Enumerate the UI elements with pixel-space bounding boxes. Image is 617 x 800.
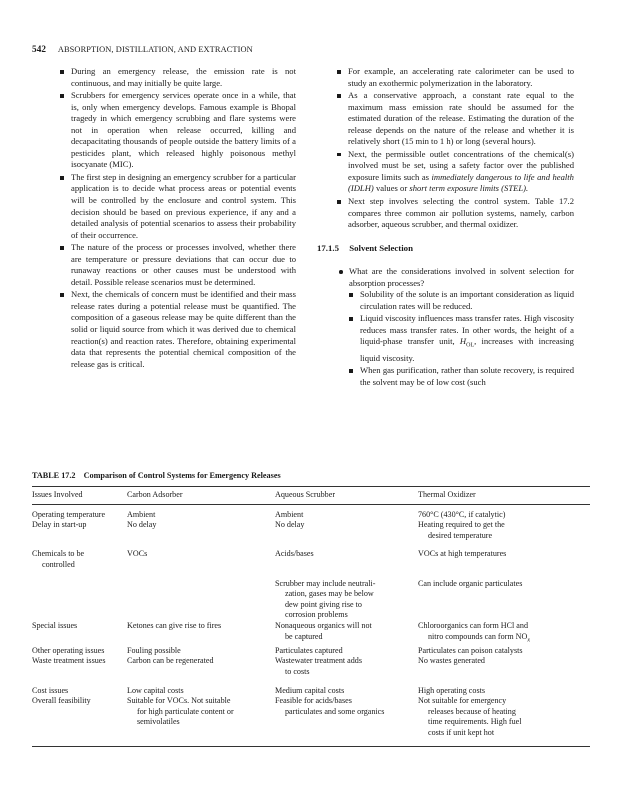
comparison-table xyxy=(32,486,590,738)
table-cell: Suitable for VOCs. Not suitable for high particulate content or semivolatiles xyxy=(127,696,234,727)
bullet-process-nature: The nature of the process or processes involved, whether there are temperature or pressure deviations that can occur due to runaway reactions or other causes must be understood with detail. Possible release scenarios must be determined. xyxy=(71,242,296,287)
table-row xyxy=(32,646,590,657)
bullet-first-step: The first step in designing an emergency scrubber for a particular application is to decide what process areas or potential events will be controlled by the enclosure and control system. This decision should be based on previous experience, if any and a detailed analysis of potential scenarios to assess their probability of their occurrence. xyxy=(71,171,296,240)
bullet-control-system: Next step involves selecting the control system. Table 17.2 compares three common air pollution systems, namely, carbon adsorber, aqueous scrubber, and thermal oxidizer. xyxy=(348,196,574,230)
table-cell: Cost issues xyxy=(32,685,69,695)
table-cell: Heating required to get the desired temperature xyxy=(418,520,505,540)
table-cell: 760°C (430°C, if catalytic) xyxy=(418,509,506,519)
table-cell: Particulates captured xyxy=(275,645,343,655)
table-cell: Wastewater treatment adds to costs xyxy=(275,656,362,676)
comparison-table-block xyxy=(32,471,590,747)
table-cell: Special issues xyxy=(32,620,78,630)
table-cell: Scrubber may include neutrali- zation, gases may be below dew point giving rise to corrosion problems xyxy=(275,578,376,620)
table-cell: No delay xyxy=(275,520,305,530)
table-row xyxy=(32,571,590,621)
bullet-conservative: As a conservative approach, a constant rate equal to the maximum mass emission rate should be assumed for the estimated duration of the release. Estimating the duration of the release depends on the nature of the release and whether it is relatively short (15 min to 1 h) or long (several hours). xyxy=(348,90,574,147)
table-row xyxy=(32,504,590,520)
table-cell: Other operating issues xyxy=(32,645,105,655)
sub-bullet-solubility: Solubility of the solute is an important consideration as liquid circulation rates will be reduced. xyxy=(360,289,574,311)
running-header xyxy=(32,44,592,54)
section-number: 17.1.5 xyxy=(317,242,339,253)
sub-bullet-viscosity: Liquid viscosity influences mass transfer rates. High viscosity reduces mass transfer rates. In other words, the height of a liquid-phase transfer unit, $H_{OL}$, increases with increasing liquid viscosity. xyxy=(360,313,574,363)
bullet-chemicals: Next, the chemicals of concern must be identified and their mass release rates during a potential release must be quantified. The composition of a gaseous release may be quite different than the solid or liquid source from which it was derived due to chemical reaction(s) and reaction rates. Therefore, obtaining experimental data that represents the potential chemical composition of the release gas is critical. xyxy=(71,289,296,369)
table-cell: Medium capital costs xyxy=(275,685,345,695)
table-cell: Chemicals to be controlled xyxy=(32,549,85,569)
left-column xyxy=(60,66,296,371)
table-cell: Carbon can be regenerated xyxy=(127,656,214,666)
table-cell: Feasible for acids/bases particulates and some organics xyxy=(275,696,385,716)
table-row xyxy=(32,541,590,570)
bullet-bhopal: Scrubbers for emergency services operate once in a while, that is, only when emergency develops. Famous example is Bhopal tragedy in which emergency scrubbing and flare systems were not in operation when release occurred, killing and decapacitating thousands of people outside the battery limits of a pesticides plant, which released highly poisonous methyl isocyanate (MIC). xyxy=(71,90,296,170)
table-cell: No wastes generated xyxy=(418,656,485,666)
table-cell: Chloroorganics can form HCl and nitro compounds can form $NO_x$ xyxy=(418,620,531,644)
table-cell: Ketones can give rise to fires xyxy=(127,620,222,630)
table-header-row xyxy=(32,487,590,505)
table-row xyxy=(32,621,590,646)
table-cell: Particulates can poison catalysts xyxy=(418,645,523,655)
table-row xyxy=(32,656,590,677)
table-cell: VOCs at high temperatures xyxy=(418,549,507,559)
section-title: Solvent Selection xyxy=(349,242,413,253)
table-label: TABLE 17.2 xyxy=(32,471,76,480)
table-caption xyxy=(32,471,590,480)
table-cell: Low capital costs xyxy=(127,685,184,695)
table-row xyxy=(32,520,590,541)
table-cell: Nonaqueous organics will not be captured xyxy=(275,620,372,641)
header-cell: Aqueous Scrubber xyxy=(275,487,418,505)
table-cell: Acids/bases xyxy=(275,549,314,559)
bullet-calorimeter: For example, an accelerating rate calorimeter can be used to study an exothermic polymerization in the laboratory. xyxy=(348,66,574,88)
table-cell: Delay in start-up xyxy=(32,520,87,530)
page-number: 542 xyxy=(32,44,47,54)
sub-bullet-gas-purification: When gas purification, rather than solute recovery, is required the solvent may be of low cost (such xyxy=(360,365,574,387)
header-cell: Issues Involved xyxy=(32,487,127,505)
table-cell: VOCs xyxy=(127,549,148,559)
table-cell: Operating temperature xyxy=(32,509,106,519)
section-heading xyxy=(317,243,574,255)
table-row xyxy=(32,696,590,738)
table-cell: Not suitable for emergency releases because of heating time requirements. High fuel costs if unit kept hot xyxy=(418,696,522,737)
table-cell: Overall feasibility xyxy=(32,696,91,706)
table-row xyxy=(32,678,590,697)
running-title: ABSORPTION, DISTILLATION, AND EXTRACTION xyxy=(57,45,253,54)
table-cell: Ambient xyxy=(127,509,156,519)
table-cell: No delay xyxy=(127,520,157,530)
header-cell: Thermal Oxidizer xyxy=(418,487,590,505)
table-cell: Ambient xyxy=(275,509,304,519)
table-cell: Can include organic particulates xyxy=(418,578,523,588)
table-title: Comparison of Control Systems for Emergency Releases xyxy=(83,471,281,480)
table-bottom-rule xyxy=(32,738,590,747)
table-cell: Fouling possible xyxy=(127,645,181,655)
bullet-outlet-concentrations: Next, the permissible outlet concentrations of the chemical(s) involved must be set, using a safety factor over the published exposure limits such as immediately dangerous to life and health (IDLH) values or short term exposure limits (STEL). xyxy=(348,148,574,194)
table-cell xyxy=(127,571,275,621)
table-cell: High operating costs xyxy=(418,685,485,695)
bullet-emission-rate: During an emergency release, the emission rate is not continuous, and may initially be quite large. xyxy=(71,66,296,88)
header-cell: Carbon Adsorber xyxy=(127,487,275,505)
question-item: What are the considerations involved in solvent selection for absorption processes? Solubility of the solute is an important consideration as liquid circulation rates will be reduced. Liquid viscosity influences mass transfer rates. High viscosity reduces mass transfer rates. In other words, the height of a liquid-phase transfer unit, $H_{OL}$, increases with increasing liquid viscosity. When gas purification, rather than solute recovery, is required the solvent may be of low cost (such xyxy=(349,266,574,387)
table-cell: Waste treatment issues xyxy=(32,656,106,666)
table-cell xyxy=(32,571,127,621)
right-column xyxy=(317,66,574,389)
